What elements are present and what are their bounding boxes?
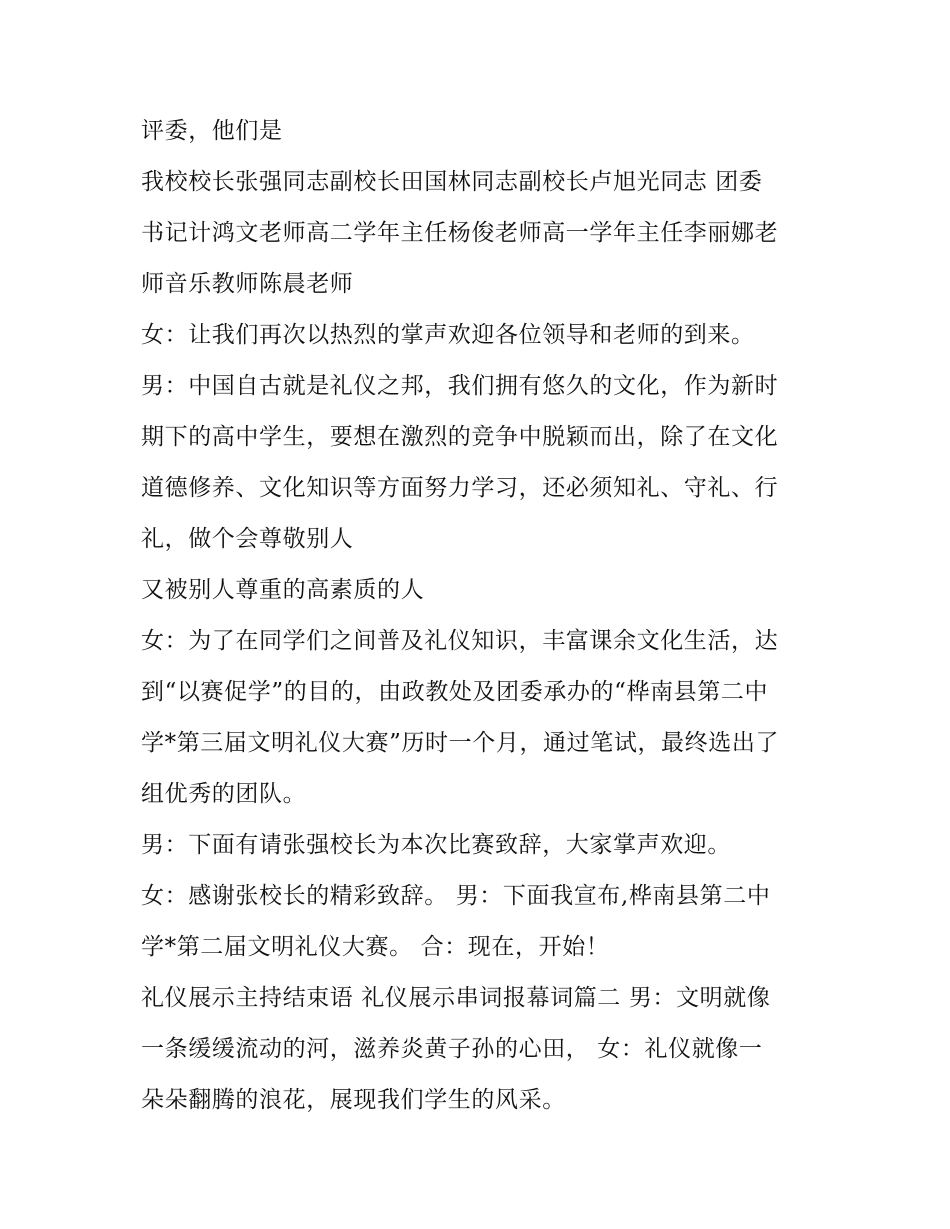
text-line: 组优秀的团队。 [141, 781, 307, 807]
text-line: 女：感谢张校长的精彩致辞。 男：下面我宣布,桦南县第二中 [141, 883, 771, 909]
text-line: 礼，做个会尊敬别人 [141, 526, 354, 552]
text-line: 女：为了在同学们之间普及礼仪知识，丰富课余文化生活，达 [141, 628, 779, 654]
text-line: 男：下面有请张强校长为本次比赛致辞，大家掌声欢迎。 [141, 832, 731, 858]
text-line: 到“以赛促学”的目的，由政教处及团委承办的“桦南县第二中 [141, 679, 769, 705]
text-line: 又被别人尊重的高素质的人 [141, 577, 425, 603]
text-line: 男：中国自古就是礼仪之邦，我们拥有悠久的文化，作为新时 [141, 373, 779, 399]
text-line: 学*第二届文明礼仪大赛。 合：现在，开始！ [141, 934, 610, 960]
text-line: 礼仪展示主持结束语 礼仪展示串词报幕词篇二 男：文明就像 [141, 985, 771, 1011]
text-line: 师音乐教师陈晨老师 [141, 271, 354, 297]
text-line: 学*第三届文明礼仪大赛”历时一个月，通过笔试，最终选出了 [141, 730, 780, 756]
text-line: 评委，他们是 [141, 118, 283, 144]
text-line: 道德修养、文化知识等方面努力学习，还必须知礼、守礼、行 [141, 475, 779, 501]
text-line: 期下的高中学生，要想在激烈的竞争中脱颖而出，除了在文化 [141, 424, 779, 450]
text-line: 女：让我们再次以热烈的掌声欢迎各位领导和老师的到来。 [141, 322, 755, 348]
text-line: 书记计鸿文老师高二学年主任杨俊老师高一学年主任李丽娜老 [141, 220, 779, 246]
text-line: 一条缓缓流动的河，滋养炎黄子孙的心田， 女：礼仪就像一 [141, 1036, 763, 1062]
text-line: 我校校长张强同志副校长田国林同志副校长卢旭光同志 团委 [141, 169, 763, 195]
text-line: 朵朵翻腾的浪花，展现我们学生的风采。 [141, 1087, 566, 1113]
document-body [141, 106, 821, 1126]
